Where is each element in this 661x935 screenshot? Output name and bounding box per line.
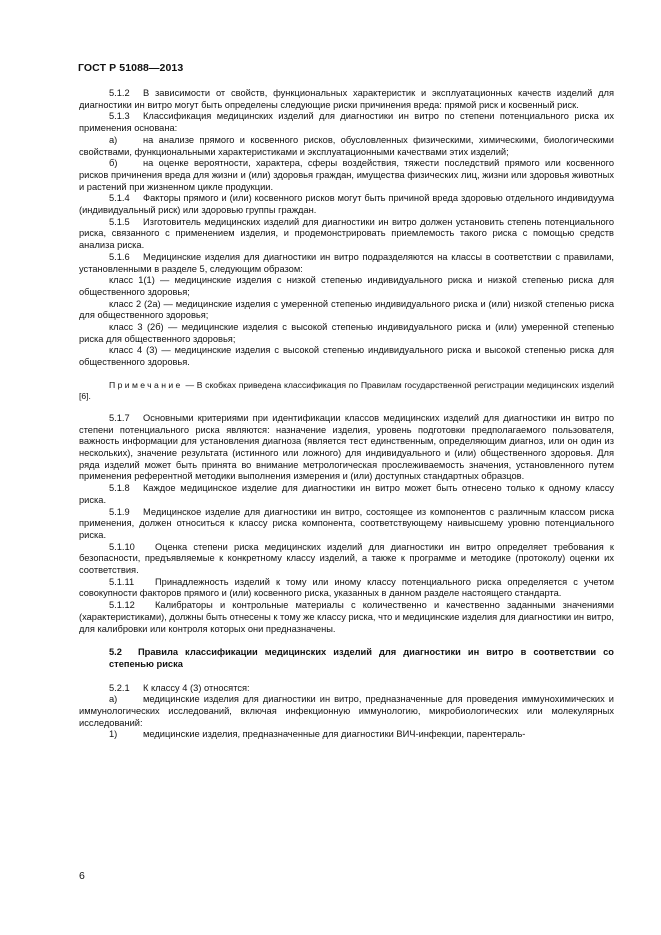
list-marker: а) [109,694,118,705]
section-paragraphs-2 [79,413,614,635]
list-marker: б) [109,158,118,169]
paragraph-number: 5.1.6 [109,251,130,262]
paragraph [79,683,614,695]
paragraph-text: класс 2 (2а) — медицинские изделия с умеренной степенью индивидуального риска и (или) низкой степенью риска для общественного здоровья; [79,298,614,321]
note [79,380,614,402]
paragraph-text: класс 1(1) — медицинские изделия с низкой степенью индивидуального риска и низкой степенью риска для общественного здоровья; [79,275,614,297]
paragraph-number: 5.1.5 [109,216,130,227]
paragraph [79,483,614,506]
paragraph-text: Оценка степени риска медицинских изделий для диагностики ин витро определяет требования к безопасности, предъявляемые к конкретному классу изделий, а также к программе и методике (протоколу) оценки их соответствия. [79,541,614,576]
paragraph [79,135,614,158]
document-body [79,88,614,741]
document-header: ГОСТ Р 51088—2013 [78,62,184,74]
section-paragraphs-3 [79,683,614,742]
paragraph [79,729,614,741]
heading-number: 5.2 [109,647,122,658]
paragraph [79,542,614,577]
paragraph-number: 5.1.7 [109,412,130,423]
paragraph [79,158,614,193]
paragraph [79,193,614,216]
paragraph-text: медицинские изделия для диагностики ин витро, предназначенные для проведения иммунохимических и иммунологических исследований, включая инфекционную иммунологию, микробиологических или молекулярных исследований: [79,694,614,728]
class-item [79,345,614,368]
note-label: Примечание [109,379,183,390]
paragraph-text: Факторы прямого и (или) косвенного рисков могут быть причиной вреда здоровью отдельного индивидуума (индивидуальный риск) или здоровью группы граждан. [79,193,614,216]
paragraph-text: класс 3 (2б) — медицинские изделия с высокой степенью индивидуального риска и (или) умеренной степенью риска для общественного здоровья; [79,322,614,344]
paragraph [79,507,614,542]
paragraph-text: Калибраторы и контрольные материалы с количественно и качественно заданными значениями (характеристиками), должны быть отнесены к тому же классу риска, что и медицинские изделия для диагностики ин витро, для калибровки или контроля которых они предназначены. [79,600,614,634]
list-marker: 1) [109,729,118,740]
section-paragraphs-1 [79,88,614,369]
paragraph-number: 5.1.11 [109,576,135,587]
class-item [79,275,614,298]
heading-text: Правила классификации медицинских изделий для диагностики ин витро в соответствии со степенью риска [109,647,614,669]
paragraph-text: Медицинское изделие для диагностики ин витро, состоящее из компонентов с различным классом риска применения, должен относиться к классу риска компонента, соответствующему наивысшему уровню потенциального риска. [79,506,614,540]
paragraph [79,413,614,483]
paragraph-text: Классификация медицинских изделий для диагностики ин витро по степени потенциального риска их применения основана: [79,111,614,134]
paragraph [79,577,614,600]
page-number: 6 [79,870,85,882]
paragraph-text: класс 4 (3) — медицинские изделия с высокой степенью индивидуального риска и высокой степенью риска для общественного здоровья. [79,345,614,368]
paragraph-text: Основными критериями при идентификации классов медицинских изделий для диагностики ин витро по степени потенциального риска являются: назначение изделия, уровень подготовки предполагаемого пользователя, важность информации для установления диагноза (является тест единственным, определяющим диагноз, или он один из нескольких), значение результата (истинного или ложного) для индивидуального и (или) общественного здоровья. Для ряда изделий может быть принята во внимание метрологическая прослеживаемость значения, установленного путем применения референтной методики выполнения измерения и (или) доступных стандартных образцов. [79,412,614,482]
paragraph-number: 5.1.9 [109,506,130,517]
paragraph-text: Каждое медицинское изделие для диагностики ин витро может быть отнесено только к одному классу риска. [79,483,614,505]
paragraph-text: Изготовитель медицинских изделий для диагностики ин витро должен установить степень потенциального риска, связанного с применением изделия, и продемонстрировать приемлемость такого риска с помощью средств анализа риска. [79,216,614,251]
paragraph-text: Медицинские изделия для диагностики ин витро подразделяются на классы в соответствии с правилами, установленными в разделе 5, следующим образом: [79,251,614,274]
paragraph-number: 5.1.12 [109,600,135,611]
list-marker: а) [109,134,118,145]
paragraph [79,217,614,252]
paragraph-number: 5.1.3 [109,111,130,122]
paragraph [79,88,614,111]
paragraph-number: 5.2.1 [109,682,130,693]
paragraph-text: медицинские изделия, предназначенные для диагностики ВИЧ-инфекции, парентераль- [143,729,526,740]
paragraph-text: Принадлежность изделий к тому или иному классу потенциального риска определяется с учетом совокупности факторов прямого и (или) косвенного риска, указанных в данном разделе настоящего стандарта. [79,576,614,599]
paragraph-text: К классу 4 (3) относятся: [143,682,250,693]
paragraph-number: 5.1.8 [109,483,130,494]
note-text: — В скобках приведена классификация по Правилам государственной регистрации медицинских изделий [6]. [79,379,614,401]
section-heading [79,647,614,670]
paragraph-number: 5.1.2 [109,88,130,98]
paragraph-text: на оценке вероятности, характера, сферы воздействия, тяжести последствий прямого или косвенного рисков причинения вреда для жизни и (или) здоровья граждан, имущества физических лиц, жизни или здоровья животных и растений при жизненном цикле продукции. [79,158,614,192]
paragraph-text: В зависимости от свойств, функциональных характеристик и эксплуатационных качеств изделий для диагностики ин витро могут быть определены следующие риски причинения вреда: прямой риск и косвенный риск. [79,88,614,110]
class-item [79,299,614,322]
paragraph [79,252,614,275]
paragraph [79,600,614,635]
paragraph-number: 5.1.10 [109,541,135,552]
paragraph [79,694,614,729]
paragraph [79,111,614,134]
paragraph-text: на анализе прямого и косвенного рисков, обусловленных физическими, химическими, биологическими свойствами, функциональными характеристиками и эксплуатационными качествами этих изделий; [79,134,614,157]
class-item [79,322,614,345]
paragraph-number: 5.1.4 [109,193,130,204]
